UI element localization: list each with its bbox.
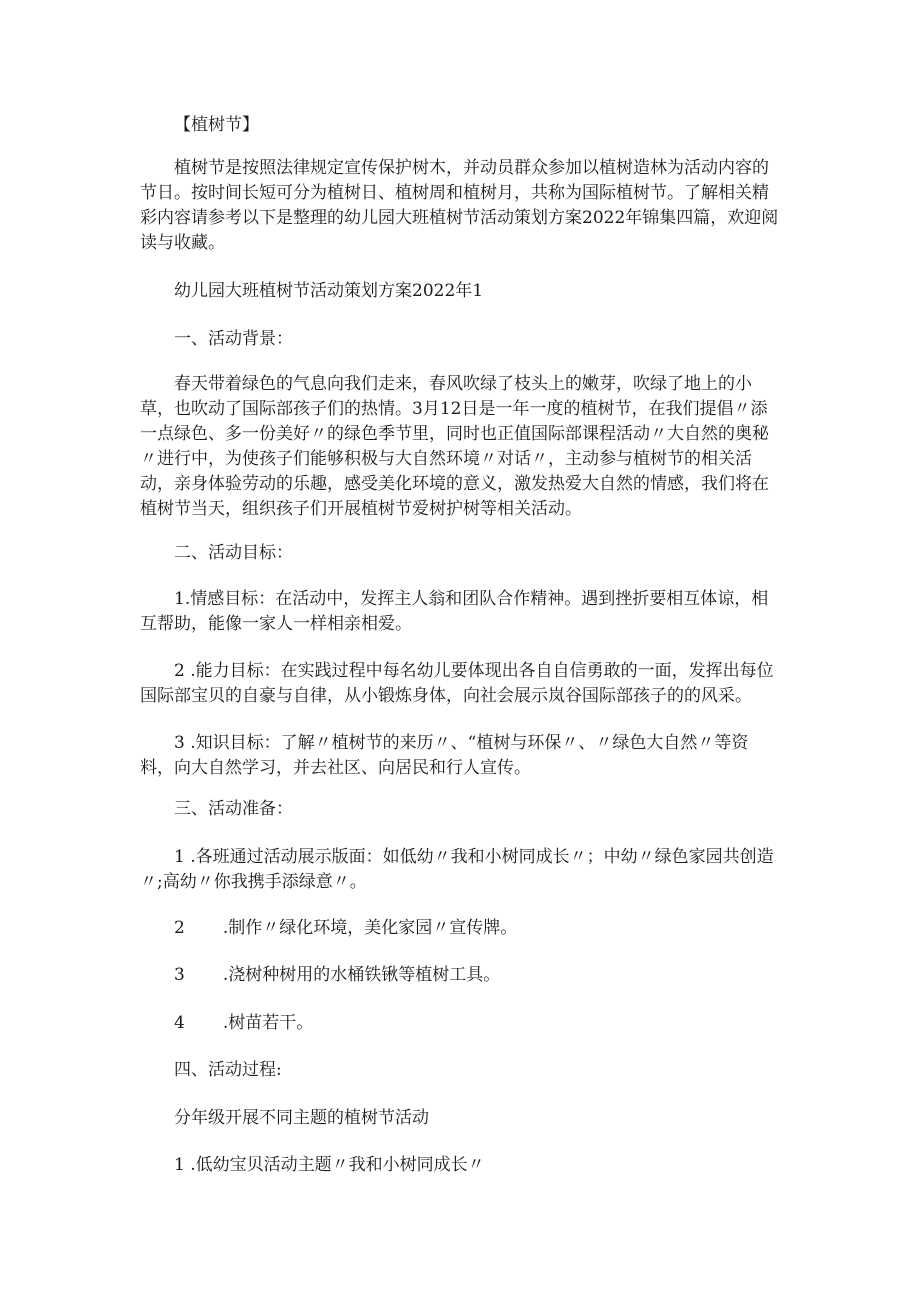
- plan-title: 幼儿园大班植树节活动策划方案2022年1: [174, 281, 484, 301]
- background-paragraph: 春天带着绿色的气息向我们走来，春风吹绿了枝头上的嫩芽，吹绿了地上的小草，也吹动了国际部孩子们的热情。3月12日是一年一度的植树节，在我们提倡〃添一点绿色、多一份美好〃的绿色季节里，同时也正值国际部课程活动〃大自然的奥秘〃进行中，为使孩子们能够积极与大自然环境〃对话〃，主动参与植树节的相关活动，亲身体验劳动的乐趣，感受美化环境的意义，激发热爱大自然的情感，我们将在植树节当天，组织孩子们开展植树节爱树护树等相关活动。: [140, 374, 769, 519]
- section-heading-background: 一、活动背景：: [174, 329, 293, 349]
- goal-item-knowledge: 3 .知识目标：了解〃植树节的来历〃、“植树与环保〃、〃绿色大自然〃等资料，向大自然学习，并去社区、向居民和行人宣传。: [140, 733, 749, 778]
- process-item-1: 1 .低幼宝贝活动主题〃我和小树同成长〃: [174, 1155, 485, 1175]
- document-title: 【植树节】: [174, 115, 259, 135]
- intro-paragraph: 植树节是按照法律规定宣传保护树木，并动员群众参加以植树造林为活动内容的节日。按时间长短可分为植树日、植树周和植树月，共称为国际植树节。了解相关精彩内容请参考以下是整理的幼儿园大班植树节活动策划方案2022年锦集四篇，欢迎阅读与收藏。: [140, 158, 779, 253]
- preparation-item-4-number: 4: [174, 1013, 185, 1033]
- goal-item-ability: 2 .能力目标：在实践过程中每名幼儿要体现出各自自信勇敢的一面，发挥出每位国际部宝贝的自豪与自律，从小锻炼身体，向社会展示岚谷国际部孩子的的风采。: [140, 661, 774, 706]
- goal-item-emotion: 1.情感目标：在活动中，发挥主人翁和团队合作精神。遇到挫折要相互体谅，相互帮助，能像一家人一样相亲相爱。: [140, 589, 769, 634]
- preparation-item-2-number: 2: [174, 918, 185, 938]
- preparation-item-2-text: .制作〃绿化环境，美化家园〃宣传牌。: [222, 918, 518, 938]
- section-heading-process: 四、活动过程:: [174, 1060, 282, 1080]
- section-heading-goals: 二、活动目标：: [174, 543, 293, 563]
- preparation-item-2: [140, 916, 780, 941]
- preparation-item-3-text: .浇树种树用的水桶铁锹等植树工具。: [222, 965, 501, 985]
- preparation-item-1: 1 .各班通过活动展示版面：如低幼〃我和小树同成长〃；中幼〃绿色家园共创造〃;高幼〃你我携手添绿意〃。: [140, 847, 774, 892]
- preparation-item-3-number: 3: [174, 965, 185, 985]
- preparation-item-4: [140, 1011, 780, 1036]
- section-heading-preparation: 三、活动准备：: [174, 799, 293, 819]
- preparation-item-3: [140, 963, 780, 988]
- process-subheading: 分年级开展不同主题的植树节活动: [174, 1108, 429, 1128]
- preparation-item-4-text: .树苗若干。: [222, 1013, 314, 1033]
